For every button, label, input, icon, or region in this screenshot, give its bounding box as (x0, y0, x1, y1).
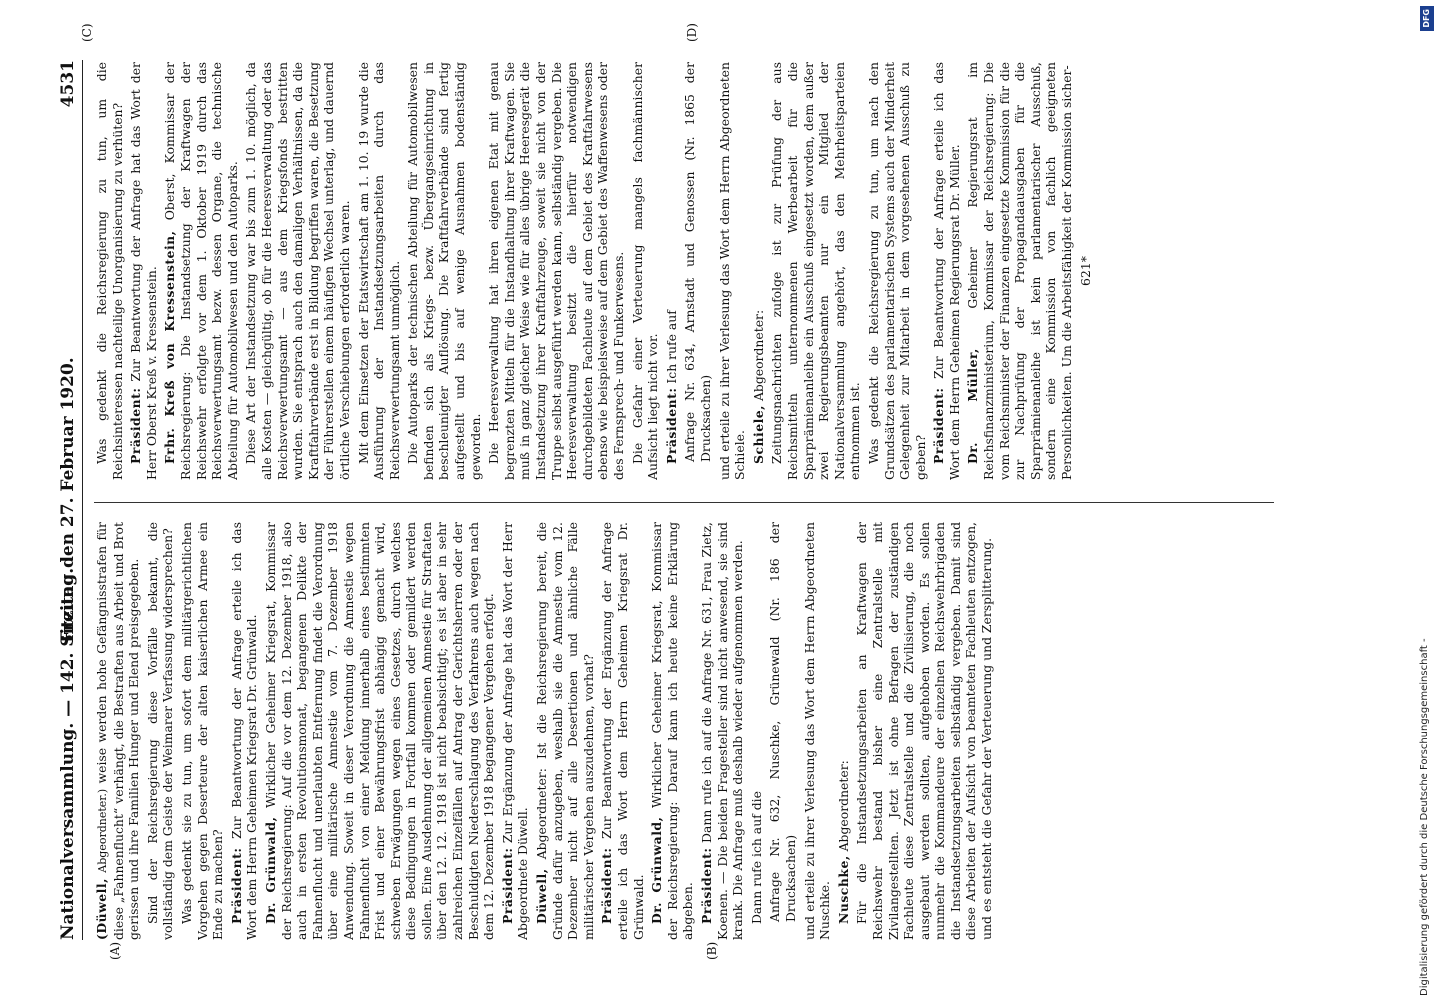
document-sheet (50, 0, 1350, 1000)
paragraph (699, 522, 746, 940)
inquiry-reference: Anfrage Nr. 634, Arnstadt und Genossen (Nr. 1865 der Drucksachen) (682, 62, 713, 462)
credit-text: Digitalisierung gefördert durch die Deutsche Forschungsgemeinschaft - (1419, 638, 1430, 996)
paragraph-text: Abgeordneter: (750, 309, 766, 402)
paragraph (534, 522, 596, 940)
paragraph (599, 522, 646, 940)
paragraph (965, 62, 1074, 480)
speaker-name: Frhr. Kreß von Kressenstein, (162, 230, 178, 464)
left-column (94, 522, 1294, 940)
paragraph (751, 62, 767, 480)
paragraph (649, 522, 696, 940)
margin-letter-d: (D) (685, 23, 699, 42)
paragraph (500, 522, 531, 940)
speaker-role: Abgeordneter.) (96, 788, 109, 873)
header-date: Freitag den 27. Februar 1920. (58, 357, 78, 643)
speaker-name: Präsident: (931, 387, 947, 464)
paragraph: Was gedenkt die Reichsregierung zu tun, um die Reichsinteressen nachteilige Unorganisierung zu verhüten? (94, 62, 125, 480)
margin-letter-c: (C) (80, 23, 94, 42)
paragraph-text: Zur Beantwortung der Anfrage erteile ich das Wort dem Herrn Geheimen Regierungsrat Dr. Müller. (931, 62, 962, 480)
paragraph: und erteile zu ihrer Verlesung das Wort dem Herrn Abgeordneten Nuschke. (801, 522, 833, 940)
column-divider (94, 502, 1274, 503)
dfg-logo: DFG (1420, 6, 1434, 31)
paragraph-text: Zur Beantwortung der Anfrage hat das Wort der Herr Oberst Kreß v. Kressenstein. (128, 62, 159, 480)
paragraph-text: Wirklicher Geheimer Kriegsrat, Kommissar der Reichsregierung: Auf die vor dem 12. Dezember 1918, also auch in ersten Revolutionsmonat, begangenen Delikte der Fahnenflucht und unerlaubten Entfernung findet die Verordnung über eine militärische Amnestie vom 7. Dezember 1918 Anwendung. Soweit in dieser Verordnung die Amnestie wegen Fahnenflucht von einer Meldung innerhalb eines bestimmten Frist und einer Bewährungsfrist abhängig gemacht wird, schweben Erwägungen wegen eines Gesetzes, durch welches diese Bedingungen in Fortfall kommen oder gemildert werden sollen. Eine Ausdehnung der allgemeinen Amnestie für Straftaten über den 12. 12. 1918 ist nicht beabsichtigt; es ist aber in sehr zahlreichen Einzelfällen auf Antrag der Gerichtsherren oder der Beschuldigten Niederschlagung des Verfahrens auch wegen nach dem 12. Dezember 1918 begangener Vergehen erfolgt. (262, 522, 497, 940)
paragraph-text: Zur Beantwortung der Ergänzung der Anfrage erteile ich das Wort dem Herrn Geheimen Kriegsrat Dr. Grünwald. (599, 522, 646, 940)
speaker-name: Dr. Müller, (965, 348, 981, 464)
page-number: 4531 (58, 60, 78, 108)
speaker-name: Dr. Grünwald, (262, 816, 278, 924)
paragraph (931, 62, 962, 480)
paragraph: Was gedenkt die Reichsregierung zu tun, um nach den Grundsätzen des parlamentarischen Systems auch der Minderheit Gelegenheit zur Mitarbeit in dem vorgesehenen Ausschuß zu geben? (865, 62, 928, 480)
inquiry-reference: Anfrage Nr. 632, Nuschke, Grünewald (Nr. 186 der Drucksachen) (767, 522, 798, 922)
paragraph-text: weise werden hohe Gefängnisstrafen für diese „Fahnenflucht“ verhängt, die Bestraften aus Arbeit und Brot gerissen und ihre Familien Hunger und Elend preisgegeben. (94, 522, 142, 940)
paragraph (128, 62, 159, 480)
margin-letter-b: (B) (705, 941, 719, 960)
paragraph: Was gedenkt sie zu tun, um sofort dem militärgerichtlichen Vorgehen gegen Deserteure der alten kaiserlichen Armee ein Ende zu machen? (178, 522, 226, 940)
header-left: Nationalversammlung. — 142. Sitzung. (58, 567, 78, 940)
speaker-name: Präsident: (698, 847, 714, 924)
speaker-name: Dr. Grünwald, (649, 816, 665, 924)
paragraph: Dann rufe ich auf die (748, 791, 764, 924)
paragraph-text: Ich rufe auf (663, 310, 679, 384)
speaker-name: (Düwell, (94, 878, 109, 940)
margin-letter-a: (A) (108, 941, 122, 960)
running-head (56, 60, 83, 940)
paragraph: Die Gefahr einer Verteuerung mangels fachmännischer Aufsicht liegt nicht vor. (629, 62, 661, 480)
paragraph: Mit dem Einsetzen der Etatswirtschaft am 1. 10. 19 wurde die Ausführung der Instandsetzungsarbeiten durch das Reichsverwertungsamt unmöglich. (355, 62, 402, 480)
speaker-name: Präsident: (663, 387, 679, 464)
speaker-name: Nuschke, (835, 855, 851, 924)
paragraph-text: Dann rufe ich auf die Anfrage Nr. 631, Frau Zietz, Koenen. — Die beiden Fragesteller sind nicht anwesend, sie sind krank. Die Anfrage muß deshalb wieder aufgenommen werden. (698, 522, 746, 940)
paragraph: Für die Instandsetzungsarbeiten an Kraftwagen der Reichswehr bestand bisher eine Zentralstelle mit Zivilangestellten. Jetzt ist ohne Befragen der zuständigen Fachleute diese Zentralstelle und die Zivilisierung, die noch ausgebaut werden sollten, aufgehoben worden. Es sollen nunmehr die Kommandeure der einzelnen Reichswehrbrigaden die Instandsetzungsarbeiten selbständig vergeben. Damit sind diese Arbeiten der Aufsicht von beamteten Fachleuten entzogen, und es entsteht die Gefahr der Verteuerung und Zersplitterung. (854, 522, 995, 940)
paragraph: und erteile zu ihrer Verlesung das Wort dem Herrn Abgeordneten Schiele. (716, 62, 748, 480)
right-column (94, 62, 1294, 480)
speaker-name: Schiele, (750, 405, 766, 464)
paragraph (162, 62, 240, 480)
paragraph-text: Abgeordneter: (835, 760, 851, 852)
paragraph (836, 522, 852, 940)
paragraph: Diese Art der Instandsetzung war bis zum 1. 10. möglich, da alle Kosten — gleichgültig, ob für die Heeresverwaltung oder das Reichsverwertungsamt — aus dem Kriegsfonds bestritten wurden. Sie entsprach auch den damaligen Verhältnissen, da die Kraftfahrverbände erst in Bildung begriffen waren, die Besetzung der Führerstellen einem häufigen Wechsel unterlag, und dauernd örtliche Verschiebungen erforderlich waren. (243, 62, 352, 480)
paragraph-text: Oberst, Kommissar der Reichsregierung: Die Instandsetzung der Kraftwagen der Reichswehr erfolgte vor dem 1. Oktober 1919 durch das Reichsverwertungsamt bezw. dessen Organe, die technische Abteilung für Automobilwesen und den Autoparks. (162, 62, 240, 480)
paragraph-text: Wirklicher Geheimer Kriegsrat, Kommissar der Reichsregierung: Darauf kann ich heute keine Erklärung abgeben. (649, 522, 696, 940)
paragraph (229, 522, 260, 940)
digitization-credit (1418, 6, 1432, 996)
paragraph (94, 522, 142, 940)
paragraph: Die Heeresverwaltung hat ihren eigenen Etat mit genau begrenzten Mitteln für die Instandhaltung ihrer Kraftwagen. Sie muß in ganz gleicher Weise wie für alles übrige Heeresgerät die Instandsetzung ihrer Kraftfahrzeuge, soweit sie nicht von der Truppe selbst ausgeführt werden kann, selbständig vergeben. Die Heeresverwaltung besitzt die hierfür notwendigen durchgebildeten Fachleute auf dem Gebiet des Kraftfahrwesens ebenso wie beispielsweise auf dem Gebiet des Waffenwesens oder des Fernsprech- und Funkerwesens. (486, 62, 626, 480)
paragraph-text: Zur Ergänzung der Anfrage hat das Wort der Herr Abgeordnete Düwell. (499, 522, 531, 940)
paragraph: Sind der Reichsregierung diese Vorfälle bekannt, die vollständig dem Geiste der Weimarer Verfassung widersprechen? (144, 522, 176, 940)
speaker-name: Präsident: (599, 847, 615, 924)
speaker-name: Präsident: (228, 847, 244, 924)
paragraph: Zeitungsnachrichten zufolge ist zur Prüfung der aus Reichsmitteln unternommenen Werbearbeit für die Sparprämienanleihe ein Ausschuß eingesetzt worden, dem außer zwei Regierungsbeamten nur ein Mitglied der Nationalversammlung angehört, das den Mehrheitsparteien entnommen ist. (769, 62, 863, 480)
speaker-name: Düwell, (534, 868, 550, 924)
page-signature: 621* (1077, 256, 1093, 286)
speaker-name: Präsident: (499, 847, 515, 924)
speaker-name: Präsident: (128, 387, 144, 464)
paragraph: Die Autoparks der technischen Abteilung für Automobilwesen befinden sich als Kriegs- bezw. Übergangseinrichtung in beschleunigter Auflösung. Die Kraftfahrverbände sind fertig aufgestellt und bis auf wenige Ausnahmen bodenständig geworden. (405, 62, 483, 480)
paragraph-text: Geheimer Regierungsrat im Reichsfinanzministerium, Kommissar der Reichsregierung: Die vom Reichsminister der Finanzen eingesetzte Kommission für die zur Nachprüfung der Propagandaausgaben für die Sparprämienanleihe ist kein parlamentarischer Ausschuß, sondern eine Kommission von fachlich geeigneten Personlichkeiten. Um die Arbeitsfähigkeit der Kommission sicher- (965, 62, 1075, 480)
paragraph (664, 62, 680, 480)
paragraph (263, 522, 497, 940)
paragraph-text: Zur Beantwortung der Anfrage erteile ich das Wort dem Herrn Geheimen Kriegsrat Dr. Grünwald. (228, 522, 260, 940)
paragraph-text: Abgeordneter: Ist die Reichsregierung bereit, die Gründe dafür anzugeben, weshalb sie die Amnestie vom 12. Dezember nicht auf alle Desertionen und ähnliche Fälle militärischer Vergehen auszudehnen, vorhat? (534, 522, 596, 940)
